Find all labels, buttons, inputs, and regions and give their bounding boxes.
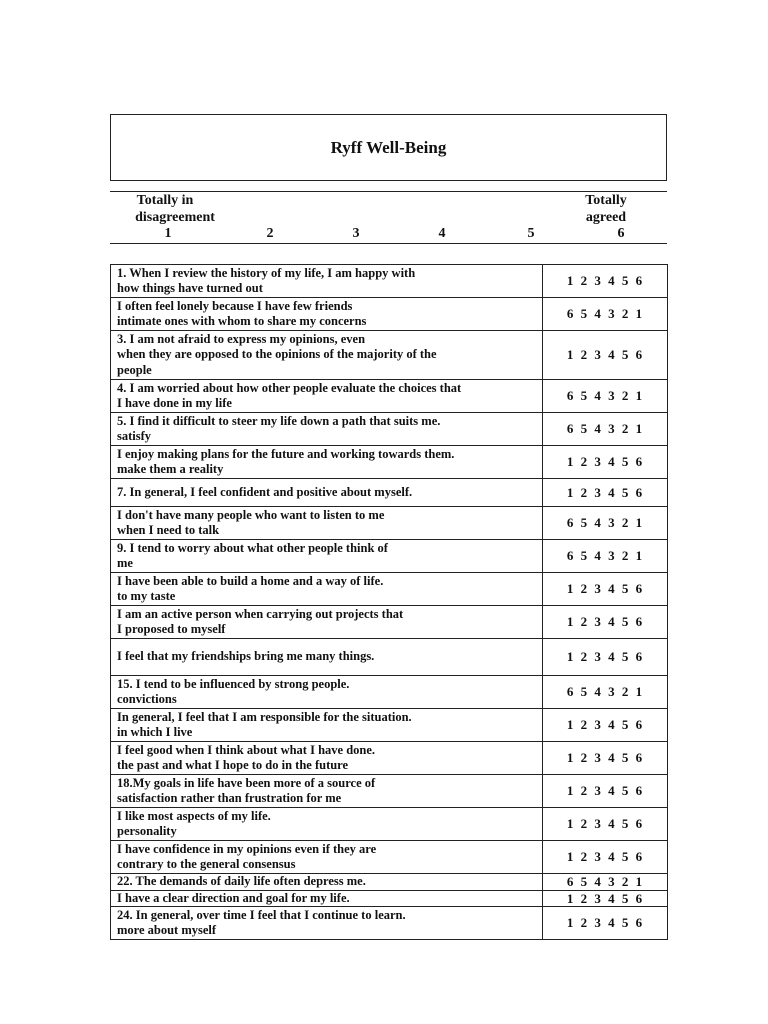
- item-statement-cell: [111, 890, 543, 907]
- item-statement: In general, I feel that I am responsible for the situation. in which I live: [117, 709, 412, 739]
- item-score-scale: 1 2 3 4 5 6: [543, 907, 668, 940]
- item-statement-cell: [111, 775, 543, 808]
- item-statement-cell: [111, 298, 543, 331]
- item-score-scale: 1 2 3 4 5 6: [543, 775, 668, 808]
- table-row: [111, 890, 668, 907]
- table-row: [111, 874, 668, 891]
- item-statement-cell: [111, 676, 543, 709]
- item-score-scale: 1 2 3 4 5 6: [543, 742, 668, 775]
- item-score-scale: 1 2 3 4 5 6: [543, 331, 668, 380]
- item-score-scale: 1 2 3 4 5 6: [543, 709, 668, 742]
- table-row: [111, 742, 668, 775]
- item-statement: I have been able to build a home and a way of life. to my taste: [117, 573, 384, 603]
- item-statement: 4. I am worried about how other people evaluate the choices that I have done in my life: [117, 380, 462, 410]
- items-table: [110, 264, 668, 940]
- table-row: [111, 507, 668, 540]
- item-statement-cell: [111, 265, 543, 298]
- table-row: [111, 775, 668, 808]
- item-score-scale: 1 2 3 4 5 6: [543, 606, 668, 639]
- table-row: [111, 907, 668, 940]
- item-statement-cell: [111, 907, 543, 940]
- item-score-scale: 1 2 3 4 5 6: [543, 573, 668, 606]
- item-statement: I am an active person when carrying out projects that I proposed to myself: [117, 606, 404, 636]
- table-row: [111, 639, 668, 676]
- item-score-scale: 6 5 4 3 2 1: [543, 380, 668, 413]
- table-row: [111, 265, 668, 298]
- scale-right-label-line1: Totally: [585, 193, 627, 208]
- table-row: [111, 808, 668, 841]
- page-title: Ryff Well-Being: [330, 137, 447, 157]
- item-score-scale: 6 5 4 3 2 1: [543, 298, 668, 331]
- item-statement: 1. When I review the history of my life, I am happy with how things have turned out: [117, 265, 416, 295]
- scale-point-3: 3: [352, 226, 360, 241]
- item-statement: 15. I tend to be influenced by strong people. convictions: [117, 676, 350, 706]
- scale-point-1: 1: [164, 226, 172, 241]
- item-statement: 9. I tend to worry about what other people think of me: [117, 540, 388, 570]
- item-score-scale: 6 5 4 3 2 1: [543, 540, 668, 573]
- item-score-scale: 1 2 3 4 5 6: [543, 265, 668, 298]
- item-statement: 7. In general, I feel confident and positive about myself.: [117, 484, 413, 499]
- table-row: [111, 841, 668, 874]
- scale-left-label-line1: Totally in: [136, 193, 194, 208]
- title-box: [110, 114, 667, 181]
- item-statement: 5. I find it difficult to steer my life down a path that suits me. satisfy: [117, 413, 441, 443]
- rating-scale-header: [110, 191, 667, 244]
- item-statement: I enjoy making plans for the future and working towards them. make them a reality: [117, 446, 455, 476]
- scale-point-2: 2: [266, 226, 274, 241]
- item-statement-cell: [111, 479, 543, 507]
- item-statement: I have a clear direction and goal for my life.: [117, 890, 350, 905]
- item-score-scale: 6 5 4 3 2 1: [543, 874, 668, 891]
- item-score-scale: 6 5 4 3 2 1: [543, 413, 668, 446]
- item-statement: 22. The demands of daily life often depress me.: [117, 874, 366, 888]
- table-row: [111, 413, 668, 446]
- item-statement-cell: [111, 606, 543, 639]
- table-row: [111, 709, 668, 742]
- table-row: [111, 573, 668, 606]
- item-statement: I feel good when I think about what I have done. the past and what I hope to do in the future: [117, 742, 376, 772]
- item-score-scale: 6 5 4 3 2 1: [543, 676, 668, 709]
- table-row: [111, 331, 668, 380]
- item-statement: 3. I am not afraid to express my opinions, even when they are opposed to the opinions of the majority of the people: [117, 331, 437, 377]
- item-statement-cell: [111, 874, 543, 891]
- item-statement-cell: [111, 331, 543, 380]
- table-row: [111, 298, 668, 331]
- item-statement-cell: [111, 446, 543, 479]
- item-score-scale: 1 2 3 4 5 6: [543, 446, 668, 479]
- scale-point-5: 5: [527, 226, 535, 241]
- item-score-scale: 6 5 4 3 2 1: [543, 507, 668, 540]
- item-statement: I often feel lonely because I have few friends intimate ones with whom to share my concerns: [117, 298, 367, 328]
- table-row: [111, 676, 668, 709]
- table-row: [111, 540, 668, 573]
- scale-left-label-line2: disagreement: [135, 210, 215, 225]
- item-score-scale: 1 2 3 4 5 6: [543, 808, 668, 841]
- item-statement-cell: [111, 540, 543, 573]
- scale-point-6: 6: [617, 226, 625, 241]
- item-statement-cell: [111, 742, 543, 775]
- item-score-scale: 1 2 3 4 5 6: [543, 479, 668, 507]
- item-statement-cell: [111, 507, 543, 540]
- item-statement: I have confidence in my opinions even if they are contrary to the general consensus: [117, 841, 377, 871]
- item-statement-cell: [111, 841, 543, 874]
- table-row: [111, 380, 668, 413]
- item-statement-cell: [111, 380, 543, 413]
- item-statement: 18.My goals in life have been more of a source of satisfaction rather than frustration for me: [117, 775, 376, 805]
- table-row: [111, 479, 668, 507]
- table-row: [111, 606, 668, 639]
- table-row: [111, 446, 668, 479]
- item-statement-cell: [111, 808, 543, 841]
- item-statement: 24. In general, over time I feel that I continue to learn. more about myself: [117, 907, 406, 937]
- item-statement-cell: [111, 413, 543, 446]
- item-statement-cell: [111, 709, 543, 742]
- item-statement-cell: [111, 573, 543, 606]
- item-score-scale: 1 2 3 4 5 6: [543, 639, 668, 676]
- item-score-scale: 1 2 3 4 5 6: [543, 841, 668, 874]
- item-statement: I don't have many people who want to listen to me when I need to talk: [117, 507, 385, 537]
- item-statement-cell: [111, 639, 543, 676]
- item-score-scale: 1 2 3 4 5 6: [543, 890, 668, 907]
- scale-point-4: 4: [438, 226, 446, 241]
- scale-right-label-line2: agreed: [585, 210, 627, 225]
- item-statement: I feel that my friendships bring me many things.: [117, 649, 375, 664]
- item-statement: I like most aspects of my life. personality: [117, 808, 271, 838]
